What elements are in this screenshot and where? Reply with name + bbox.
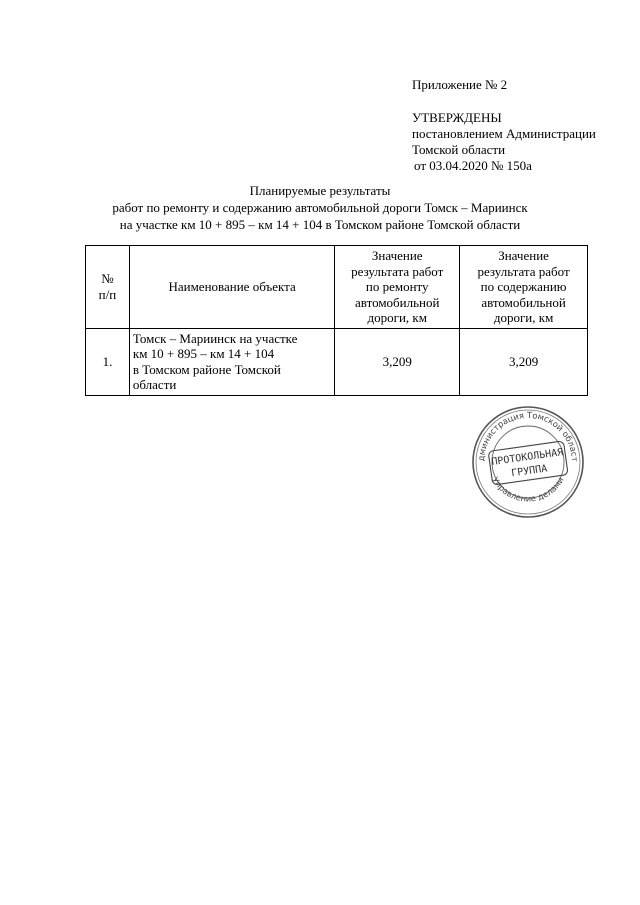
row-repair-value: 3,209 bbox=[335, 328, 460, 395]
decree-line-1: постановлением Администрации bbox=[412, 126, 596, 141]
object-name-line: Томск – Мариинск на участке bbox=[132, 330, 298, 346]
document-title bbox=[0, 182, 640, 233]
row-maintenance-value: 3,209 bbox=[460, 328, 588, 395]
object-name-line: км 10 + 895 – км 14 + 104 bbox=[132, 346, 275, 361]
header-num bbox=[86, 246, 130, 329]
results-table bbox=[85, 245, 588, 396]
header-maintenance bbox=[460, 246, 588, 329]
header-maint-line: дороги, км bbox=[493, 310, 554, 325]
header-maint-line: по содержанию bbox=[480, 279, 567, 294]
header-num-line-2: п/п bbox=[98, 286, 117, 302]
header-repair-line: дороги, км bbox=[367, 310, 427, 325]
row-number: 1. bbox=[86, 328, 130, 395]
appendix-number: Приложение № 2 bbox=[412, 77, 508, 92]
title-line-1: Планируемые результаты bbox=[249, 183, 391, 198]
stamp-inner-line-1: ПРОТОКОЛЬНАЯ bbox=[490, 447, 564, 469]
header-maint-line: автомобильной bbox=[481, 294, 566, 310]
stamp-top-text: дминистрация Томской област bbox=[475, 409, 581, 462]
table-row bbox=[86, 328, 588, 395]
object-name-line: в Томском районе Томской bbox=[132, 361, 281, 377]
round-stamp bbox=[470, 404, 586, 520]
header-repair-line: результата работ bbox=[351, 263, 444, 279]
decree-line-2: Томской области bbox=[412, 142, 506, 157]
header-repair bbox=[335, 246, 460, 329]
header-repair-line: автомобильной bbox=[354, 294, 440, 310]
header-name: Наименование объекта bbox=[129, 246, 334, 329]
decree-line-3: от 03.04.2020 № 150а bbox=[414, 158, 532, 173]
approved-label: УТВЕРЖДЕНЫ bbox=[412, 110, 502, 125]
header-num-line-1: № bbox=[101, 271, 114, 287]
title-line-2: работ по ремонту и содержанию автомобильной дороги Томск – Мариинск bbox=[112, 200, 528, 215]
row-object-name bbox=[129, 328, 334, 395]
svg-text:Управление делами bbox=[490, 475, 565, 503]
stamp-seal-icon bbox=[470, 404, 586, 520]
header-repair-line: Значение bbox=[371, 248, 423, 263]
header-maint-line: Значение bbox=[498, 248, 549, 263]
stamp-inner-line-2: ГРУППА bbox=[510, 463, 548, 480]
table-header-row bbox=[86, 246, 588, 329]
object-name-line: области bbox=[132, 377, 177, 392]
title-line-3: на участке км 10 + 895 – км 14 + 104 в Томском районе Томской области bbox=[119, 217, 521, 232]
stamp-bottom-text: Управление делами bbox=[490, 475, 566, 504]
header-repair-line: по ремонту bbox=[365, 279, 429, 294]
header-maint-line: результата работ bbox=[477, 263, 570, 279]
